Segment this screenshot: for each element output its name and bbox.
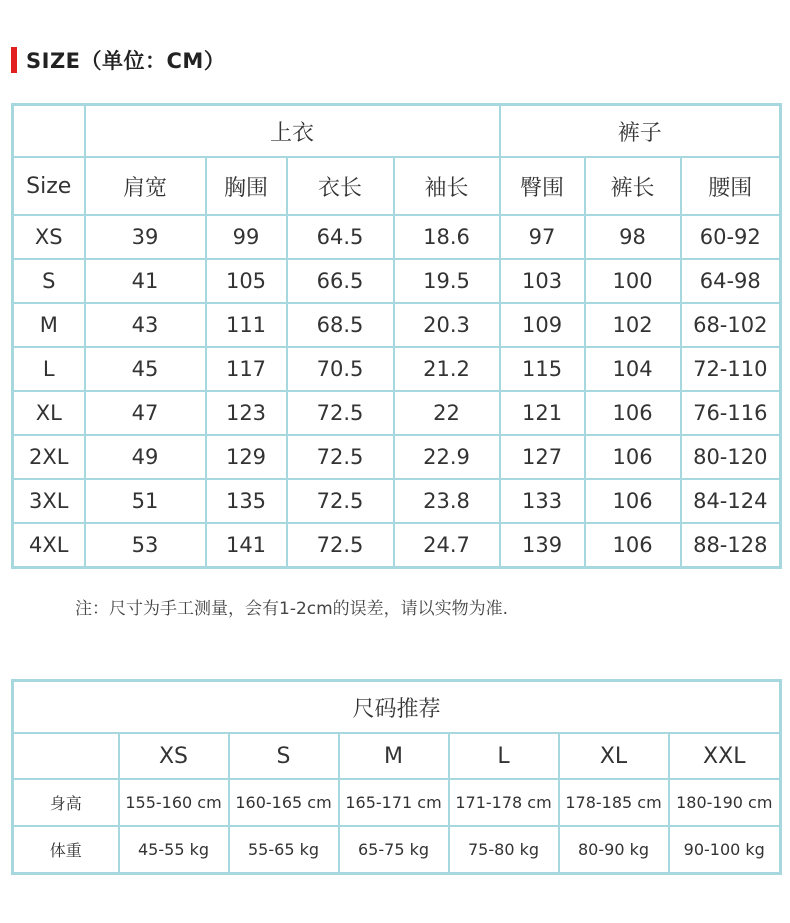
table-cell: 47	[85, 391, 206, 435]
table-cell: 111	[206, 303, 287, 347]
column-header-pants-length: 裤长	[585, 157, 681, 215]
table-cell: 76-116	[681, 391, 781, 435]
table-cell: 102	[585, 303, 681, 347]
weight-label: 体重	[13, 826, 119, 874]
recommendation-size-header: XS	[119, 733, 229, 779]
table-row	[13, 523, 781, 568]
table-cell: 64.5	[287, 215, 394, 259]
table-cell: 24.7	[394, 523, 500, 568]
recommendation-title-row	[13, 681, 781, 734]
table-cell: 72.5	[287, 523, 394, 568]
recommendation-size-header: M	[339, 733, 449, 779]
table-cell: 53	[85, 523, 206, 568]
column-header-waist: 腰围	[681, 157, 781, 215]
table-cell: 45	[85, 347, 206, 391]
weight-cell: 75-80 kg	[449, 826, 559, 874]
height-cell: 171-178 cm	[449, 779, 559, 826]
table-cell: 41	[85, 259, 206, 303]
weight-cell: 65-75 kg	[339, 826, 449, 874]
table-cell: M	[13, 303, 85, 347]
recommendation-size-header: S	[229, 733, 339, 779]
table-cell: 72.5	[287, 435, 394, 479]
recommendation-size-header: L	[449, 733, 559, 779]
title-accent-bar	[11, 47, 17, 73]
table-cell: 43	[85, 303, 206, 347]
table-cell: 19.5	[394, 259, 500, 303]
recommendation-title: 尺码推荐	[13, 681, 781, 734]
height-cell: 180-190 cm	[669, 779, 781, 826]
table-cell: 105	[206, 259, 287, 303]
table-row	[13, 303, 781, 347]
table-cell: 18.6	[394, 215, 500, 259]
table-cell: 99	[206, 215, 287, 259]
table-cell: S	[13, 259, 85, 303]
table-cell: 98	[585, 215, 681, 259]
table-cell: 21.2	[394, 347, 500, 391]
table-cell: 23.8	[394, 479, 500, 523]
recommendation-size-header: XXL	[669, 733, 781, 779]
page-title-text: SIZE（单位：CM）	[26, 49, 226, 73]
height-cell: 155-160 cm	[119, 779, 229, 826]
table-cell: 72-110	[681, 347, 781, 391]
table-cell: 51	[85, 479, 206, 523]
table-row	[13, 391, 781, 435]
weight-cell: 55-65 kg	[229, 826, 339, 874]
weight-cell: 45-55 kg	[119, 826, 229, 874]
table-cell: 84-124	[681, 479, 781, 523]
table-cell: 4XL	[13, 523, 85, 568]
table-cell: 3XL	[13, 479, 85, 523]
table-cell: 22	[394, 391, 500, 435]
weight-cell: 80-90 kg	[559, 826, 669, 874]
table-row	[13, 215, 781, 259]
column-header-length: 衣长	[287, 157, 394, 215]
group-header-top: 上衣	[85, 105, 500, 158]
table-cell: 123	[206, 391, 287, 435]
table-cell: 129	[206, 435, 287, 479]
column-header-row	[13, 157, 781, 215]
table-cell: 100	[585, 259, 681, 303]
height-cell: 178-185 cm	[559, 779, 669, 826]
table-cell: 104	[585, 347, 681, 391]
height-cell: 165-171 cm	[339, 779, 449, 826]
recommendation-size-header: XL	[559, 733, 669, 779]
table-cell: 135	[206, 479, 287, 523]
column-header-shoulder: 肩宽	[85, 157, 206, 215]
table-cell: L	[13, 347, 85, 391]
table-cell: 106	[585, 435, 681, 479]
table-cell: XL	[13, 391, 85, 435]
table-cell: 106	[585, 391, 681, 435]
table-cell: 68.5	[287, 303, 394, 347]
table-cell: 127	[500, 435, 585, 479]
table-cell: 39	[85, 215, 206, 259]
recommendation-header-row	[13, 733, 781, 779]
weight-row	[13, 826, 781, 874]
group-header-empty	[13, 105, 85, 158]
size-recommendation-table	[11, 679, 782, 875]
table-row	[13, 259, 781, 303]
table-cell: 141	[206, 523, 287, 568]
measurement-note: 注：尺寸为手工测量，会有1-2cm的误差，请以实物为准.	[75, 599, 509, 619]
table-cell: 49	[85, 435, 206, 479]
table-cell: 22.9	[394, 435, 500, 479]
table-cell: 117	[206, 347, 287, 391]
height-cell: 160-165 cm	[229, 779, 339, 826]
table-cell: 121	[500, 391, 585, 435]
table-cell: 109	[500, 303, 585, 347]
height-row	[13, 779, 781, 826]
table-cell: 60-92	[681, 215, 781, 259]
size-table	[11, 103, 782, 569]
table-cell: 72.5	[287, 479, 394, 523]
table-row	[13, 479, 781, 523]
height-label: 身高	[13, 779, 119, 826]
column-header-chest: 胸围	[206, 157, 287, 215]
table-cell: 70.5	[287, 347, 394, 391]
table-cell: 72.5	[287, 391, 394, 435]
table-cell: 80-120	[681, 435, 781, 479]
table-cell: 133	[500, 479, 585, 523]
table-row	[13, 347, 781, 391]
table-cell: 106	[585, 479, 681, 523]
table-cell: 103	[500, 259, 585, 303]
table-cell: 115	[500, 347, 585, 391]
table-cell: XS	[13, 215, 85, 259]
recommendation-header-empty	[13, 733, 119, 779]
table-cell: 68-102	[681, 303, 781, 347]
column-header-sleeve: 袖长	[394, 157, 500, 215]
table-row	[13, 435, 781, 479]
table-cell: 97	[500, 215, 585, 259]
table-cell: 20.3	[394, 303, 500, 347]
group-header-row	[13, 105, 781, 158]
column-header-size: Size	[13, 157, 85, 215]
group-header-pants: 裤子	[500, 105, 781, 158]
weight-cell: 90-100 kg	[669, 826, 781, 874]
column-header-hip: 臀围	[500, 157, 585, 215]
table-cell: 139	[500, 523, 585, 568]
table-cell: 2XL	[13, 435, 85, 479]
table-cell: 106	[585, 523, 681, 568]
table-cell: 64-98	[681, 259, 781, 303]
table-cell: 88-128	[681, 523, 781, 568]
page-title	[11, 46, 225, 74]
table-cell: 66.5	[287, 259, 394, 303]
